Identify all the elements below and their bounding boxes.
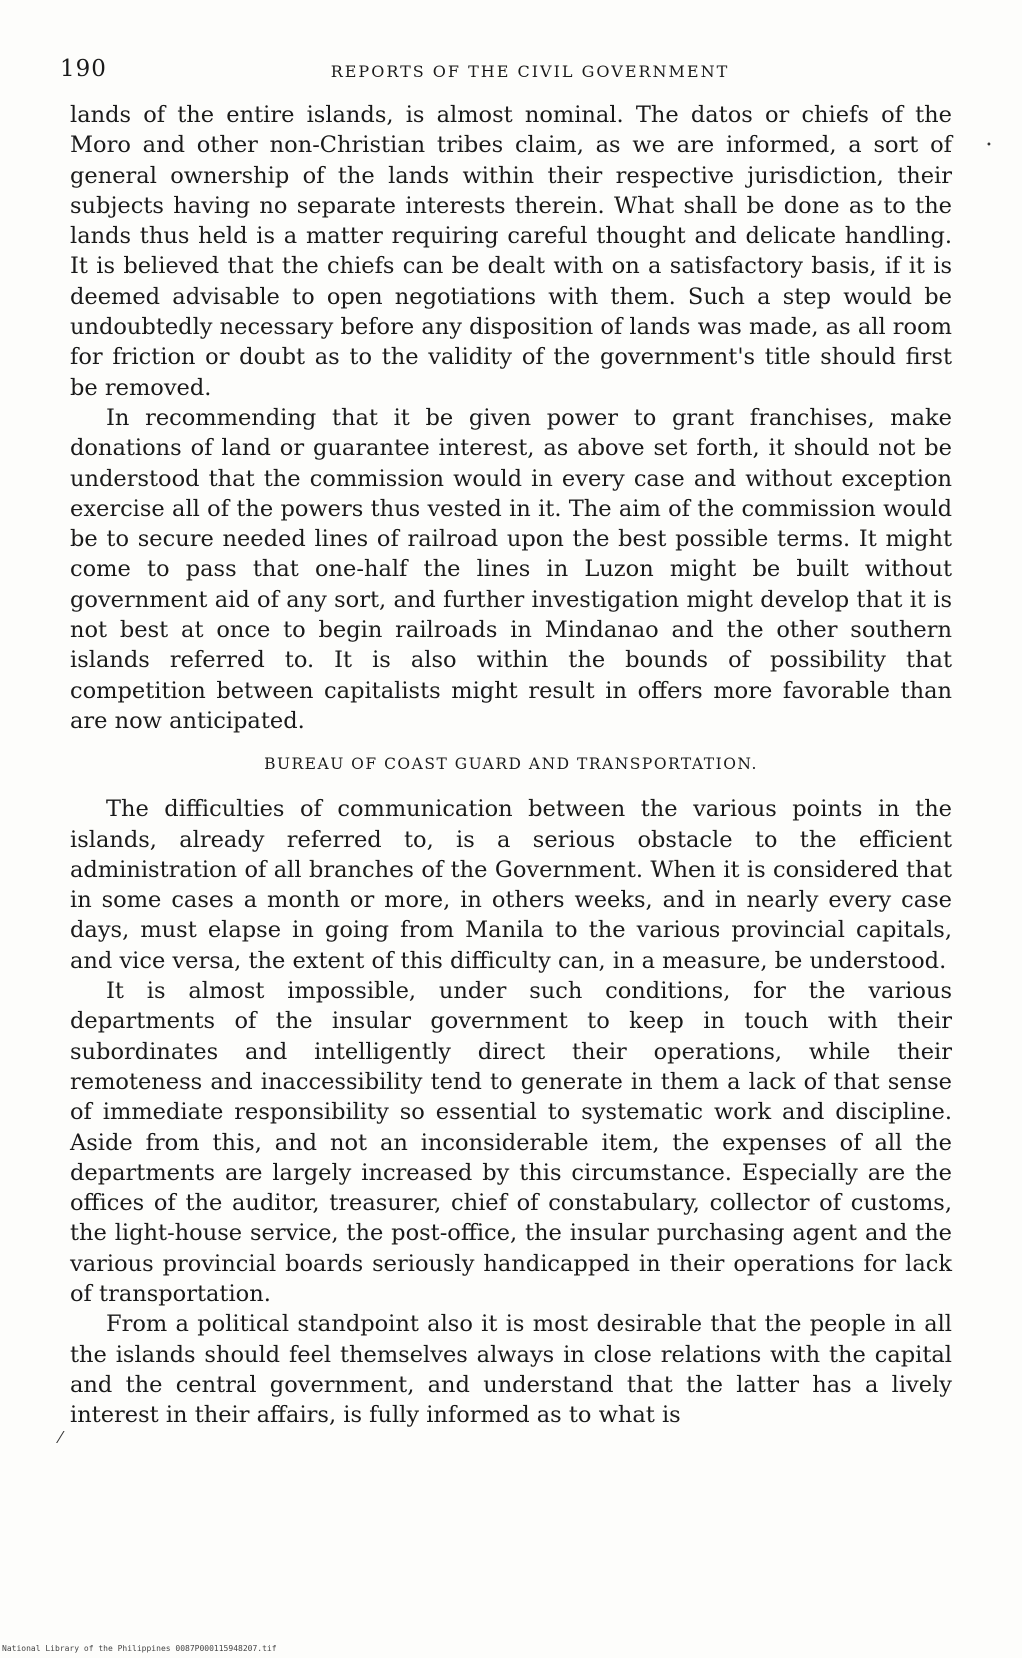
running-head: REPORTS OF THE CIVIL GOVERNMENT bbox=[330, 62, 730, 81]
paragraph-continued: lands of the entire islands, is almost nominal. The datos or chiefs of the Moro and other non-Christian tribes claim, as we are informed, a sort of general ownership of the lands within their respective jurisdiction, their subjects having no separate interests therein. What shall be done as to the lands thus held is a matter requiring careful thought and delicate handling. It is believed that the chiefs can be dealt with on a satisfactory basis, if it is deemed advisable to open negotiations with them. Such a step would be undoubtedly necessary before any disposition of lands was made, as all room for friction or doubt as to the validity of the government's title should first be removed. bbox=[70, 102, 952, 401]
section-heading: BUREAU OF COAST GUARD AND TRANSPORTATION. bbox=[264, 755, 758, 774]
scan-footer: National Library of the Philippines 0087P000115948207.tif bbox=[2, 1644, 277, 1653]
paragraph-departments: It is almost impossible, under such conditions, for the various departments of the insular government to keep in touch with their subordinates and intelligently direct their operations, while their remoteness and inaccessibility tend to generate in them a lack of that sense of immediate responsibility so essential to systematic work and discipline. Aside from this, and not an inconsiderable item, the expenses of all the departments are largely increased by this circumstance. Especially are the offices of the auditor, treasurer, chief of constabulary, collector of customs, the light-house service, the post-office, the insular purchasing agent and the various provincial boards seriously handicapped in their operations for lack of transportation. bbox=[70, 978, 952, 1307]
paragraph-franchises: In recommending that it be given power to grant franchises, make donations of land or guarantee interest, as above set forth, it should not be understood that the commission would in every case and without exception exercise all of the powers thus vested in it. The aim of the commission would be to secure needed lines of railroad upon the best possible terms. It might come to pass that one-half the lines in Luzon might be built without government aid of any sort, and further investigation might develop that it is not best at once to begin railroads in Mindanao and the other southern islands referred to. It is also within the bounds of possibility that competition between capitalists might result in offers more favorable than are now anticipated. bbox=[70, 404, 952, 734]
margin-dot-mark: • bbox=[986, 140, 992, 151]
page-number: 190 bbox=[60, 56, 107, 82]
paragraph-communication: The difficulties of communication between the various points in the islands, already referred to, is a serious obstacle to the efficient administration of all branches of the Government. When it is considered that in some cases a month or more, in others weeks, and in nearly every case days, must elapse in going from Manila to the various provincial capitals, and vice versa, the extent of this difficulty can, in a measure, be understood. bbox=[70, 796, 952, 974]
paragraph-political: From a political standpoint also it is most desirable that the people in all the islands should feel themselves always in close relations with the capital and the central government, and understand that the latter has a lively interest in their affairs, is fully informed as to what is bbox=[70, 1311, 952, 1429]
margin-tick-mark: ⁄ bbox=[59, 1428, 62, 1447]
page-header bbox=[60, 56, 960, 90]
body-text bbox=[70, 100, 952, 1430]
